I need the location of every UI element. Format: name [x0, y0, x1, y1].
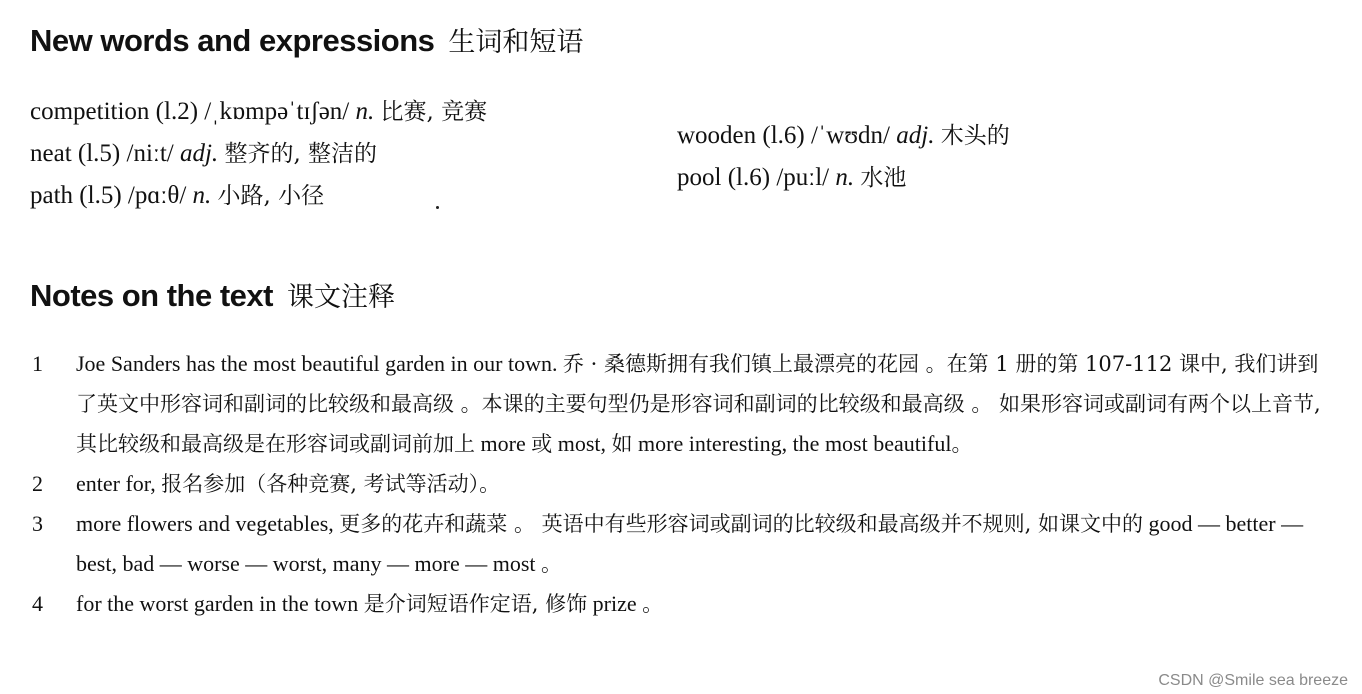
note-number: 4 — [32, 591, 43, 616]
note-item-1 — [32, 344, 1322, 464]
note-item-2 — [32, 464, 1322, 504]
note-english: for the worst garden in the town — [76, 591, 359, 616]
note-english: more — [480, 431, 526, 456]
vocab-entry — [677, 157, 1010, 199]
notes-heading-zh: 课文注释 — [286, 282, 395, 313]
notes-list — [32, 344, 1322, 624]
note-chinese: 是介词短语作定语, 修饰 — [363, 592, 588, 616]
note-english: most, — [557, 431, 606, 456]
vocab-entry — [30, 175, 487, 217]
vocab-line-ref: (l.5) — [79, 182, 122, 209]
vocab-meaning: 木头的 — [940, 123, 1010, 149]
note-english: good — better — best, bad — worse — worst, many — more — most — [76, 511, 1304, 576]
note-number: 1 — [32, 351, 43, 376]
note-body — [76, 584, 1322, 624]
note-body — [76, 464, 1322, 504]
vocab-line-ref: (l.2) — [155, 98, 199, 125]
vocab-pronunciation: /puːl/ — [776, 164, 830, 191]
vocab-pronunciation: /niːt/ — [126, 140, 174, 167]
vocab-entry — [30, 91, 487, 133]
note-number: 2 — [32, 471, 43, 496]
vocab-word: wooden — [677, 122, 757, 149]
note-chinese: 。 — [642, 592, 664, 616]
vocab-entry — [30, 133, 487, 175]
note-chinese: 如 — [611, 432, 633, 456]
vocab-meaning: 整齐的, 整洁的 — [224, 141, 378, 167]
watermark: CSDN @Smile sea breeze — [1158, 672, 1348, 689]
vocab-pronunciation: /ˌkɒmpəˈtɪʃən/ — [204, 98, 350, 125]
scan-speck — [436, 206, 439, 209]
vocab-pronunciation: /ˈwʊdn/ — [811, 122, 891, 149]
vocab-part-of-speech: n. — [355, 98, 375, 125]
vocab-part-of-speech: n. — [835, 164, 855, 191]
vocab-part-of-speech: n. — [192, 182, 212, 209]
note-english: more interesting, the most beautiful — [638, 431, 952, 456]
note-chinese: 乔 · 桑德斯拥有我们镇上最漂亮的花园 。在第 1 册的第 107-112 课中, 我们讲到了英文中形容词和副词的比较级和最高级 。本课的主要句型仍是形容词和副词的比较级和最高级 。 如果形容词或副词有两个以上音节, 其比较级和最高级是在形容词或副词前加上 — [76, 352, 1321, 456]
vocab-meaning: 水池 — [860, 165, 907, 191]
note-body — [76, 504, 1322, 584]
note-english: enter for, — [76, 471, 156, 496]
new-words-heading — [30, 20, 583, 59]
note-chinese: 。 — [541, 552, 562, 576]
new-words-heading-zh: 生词和短语 — [448, 27, 584, 58]
note-chinese: 。 — [951, 432, 973, 456]
notes-heading-en: Notes on the text — [30, 278, 273, 313]
note-item-3 — [32, 504, 1322, 584]
vocab-entry — [677, 115, 1010, 157]
new-words-heading-en: New words and expressions — [30, 23, 435, 58]
vocab-word: competition — [30, 98, 150, 125]
notes-heading — [30, 275, 395, 314]
vocab-part-of-speech: adj. — [179, 140, 219, 167]
note-chinese: 更多的花卉和蔬菜 。 英语中有些形容词或副词的比较级和最高级并不规则, 如课文中的 — [339, 512, 1143, 536]
note-english: Joe Sanders has the most beautiful garden in our town. — [76, 351, 558, 376]
vocab-line-ref: (l.6) — [762, 122, 805, 149]
note-body — [76, 344, 1322, 464]
vocab-line-ref: (l.6) — [727, 164, 771, 191]
vocab-word: neat — [30, 140, 72, 167]
note-chinese: 报名参加（各种竞赛, 考试等活动）。 — [161, 472, 501, 496]
note-item-4 — [32, 584, 1322, 624]
note-number: 3 — [32, 511, 43, 536]
vocab-word: path — [30, 182, 74, 209]
vocab-meaning: 比赛, 竞赛 — [380, 99, 488, 125]
note-english: prize — [592, 591, 637, 616]
vocab-line-ref: (l.5) — [77, 140, 121, 167]
vocab-right-column — [677, 115, 1010, 199]
vocab-meaning: 小路, 小径 — [217, 183, 325, 209]
vocab-word: pool — [677, 164, 722, 191]
vocab-left-column — [30, 91, 487, 217]
vocab-part-of-speech: adj. — [896, 122, 935, 149]
note-english: more flowers and vegetables, — [76, 511, 334, 536]
vocab-pronunciation: /pɑːθ/ — [127, 182, 187, 209]
note-chinese: 或 — [531, 432, 553, 456]
